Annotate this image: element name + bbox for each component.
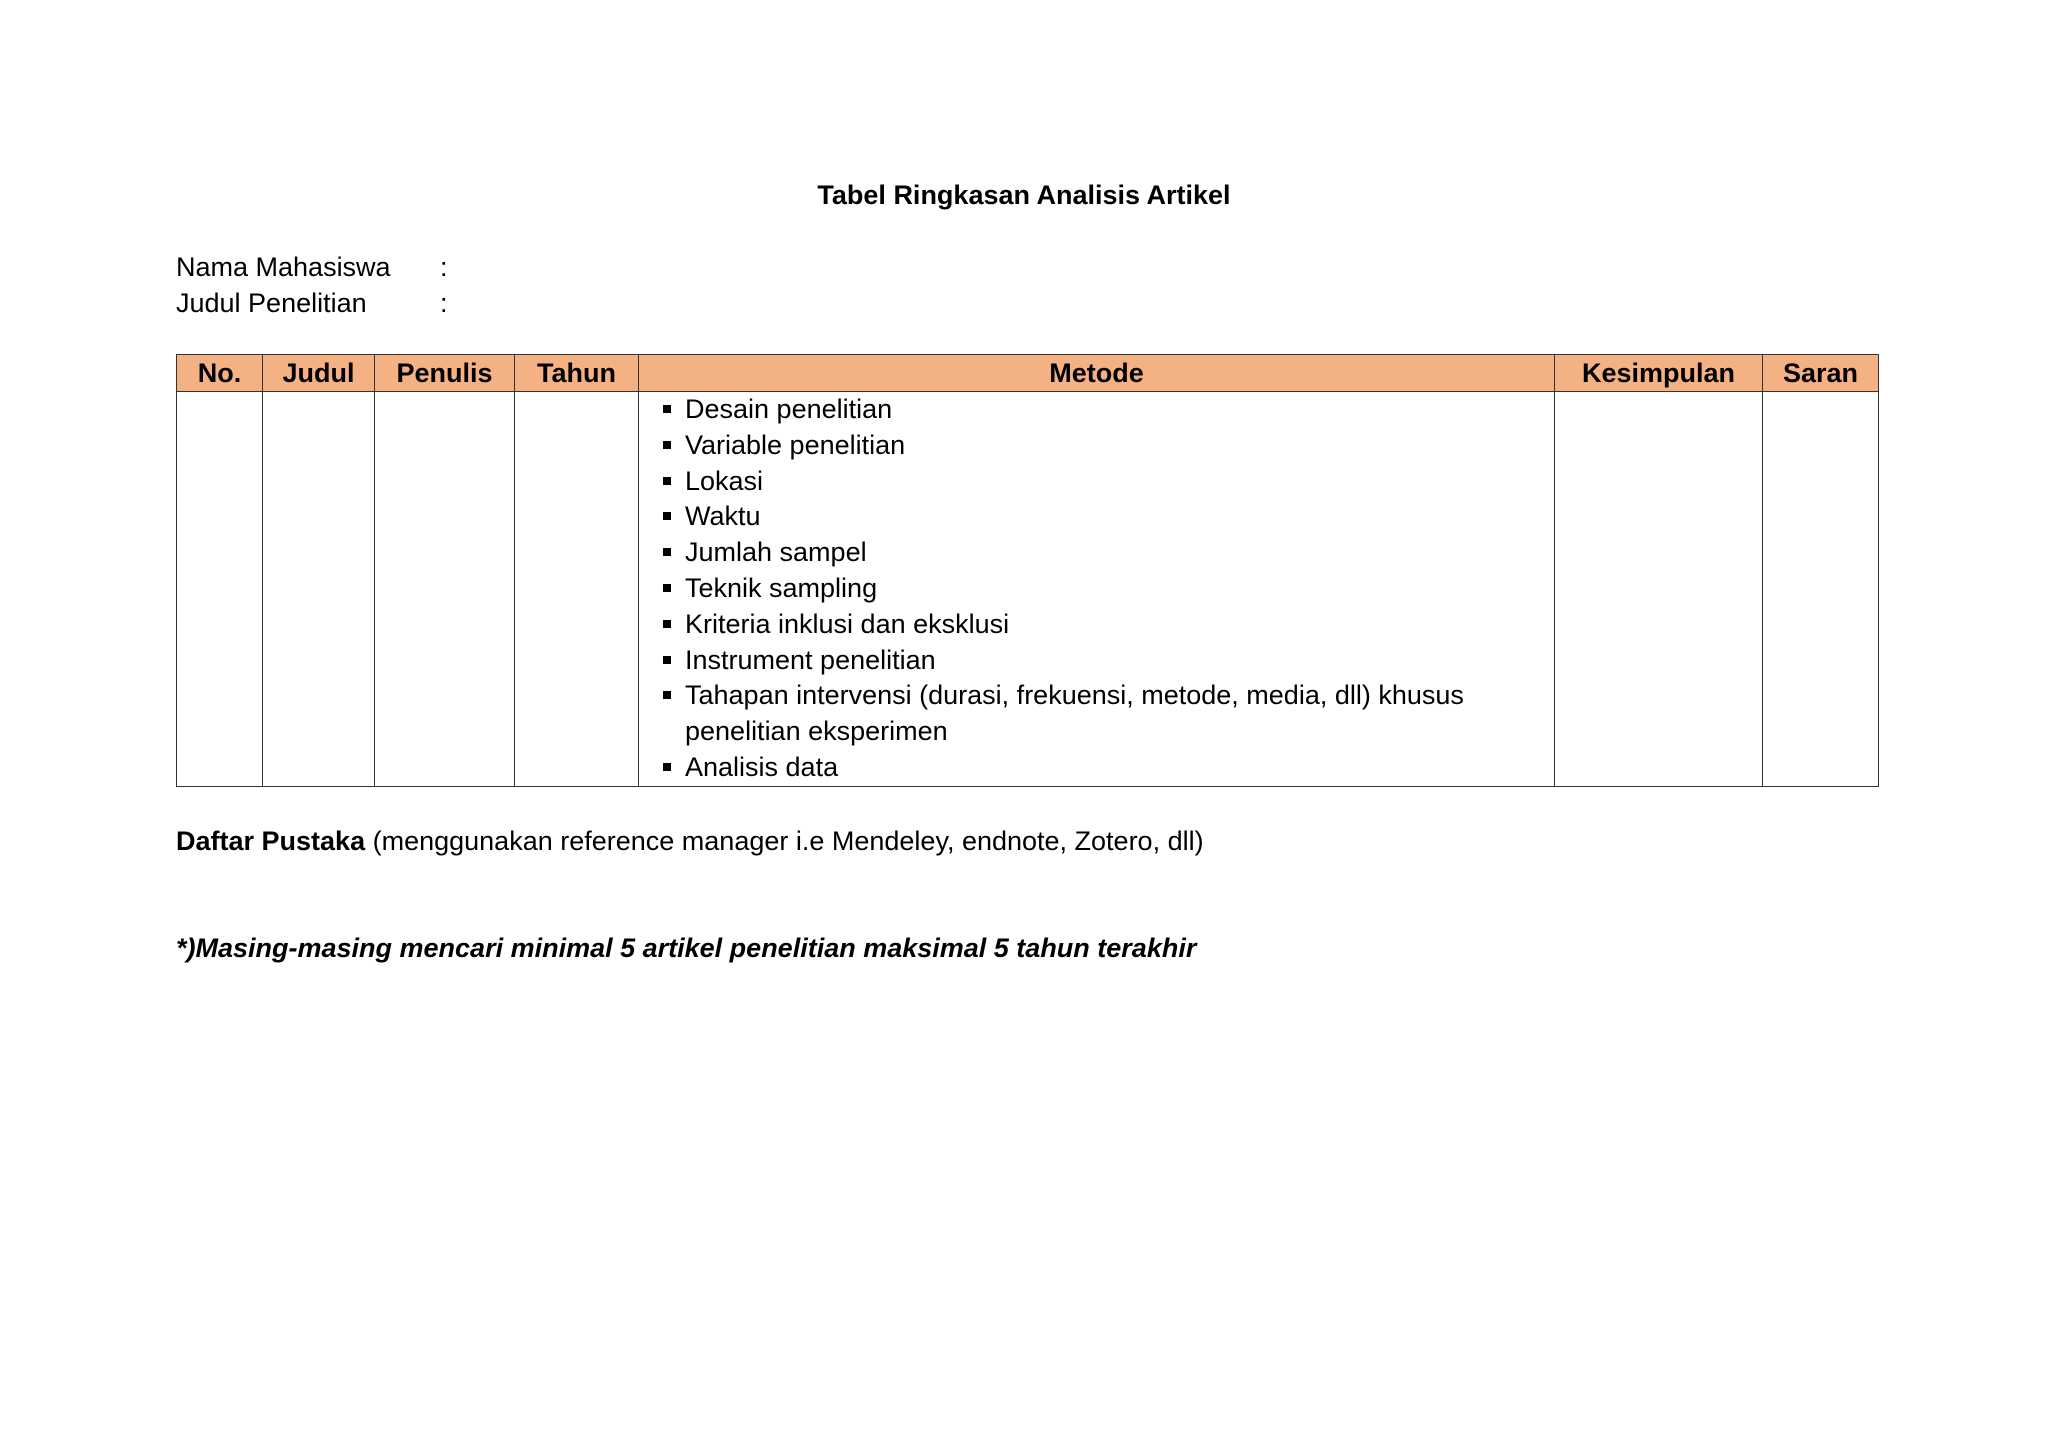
page-title: Tabel Ringkasan Analisis Artikel: [817, 180, 1231, 210]
cell-metode[interactable]: [639, 392, 1555, 787]
square-bullet-icon: [663, 620, 671, 628]
list-item: [659, 750, 1464, 786]
references-note: (menggunakan reference manager i.e Mendeley, endnote, Zotero, dll): [365, 826, 1204, 856]
student-name-label: Nama Mahasiswa: [176, 252, 391, 282]
method-item-text: Instrument penelitian: [685, 644, 936, 675]
list-item: [659, 643, 1464, 679]
research-title-colon: :: [440, 288, 448, 318]
research-title-label: Judul Penelitian: [176, 288, 367, 318]
method-item-text: Analisis data: [685, 751, 839, 782]
header-penulis: Penulis: [375, 355, 515, 392]
header-kesimpulan: Kesimpulan: [1555, 355, 1763, 392]
square-bullet-icon: [663, 763, 671, 771]
square-bullet-icon: [663, 656, 671, 664]
list-item: [659, 535, 1464, 571]
square-bullet-icon: [663, 548, 671, 556]
method-item-text: Jumlah sampel: [685, 537, 867, 568]
method-item-text: Tahapan intervensi (durasi, frekuensi, metode, media, dll) khusus penelitian eksperimen: [685, 680, 1464, 747]
method-item-text: Teknik sampling: [685, 572, 878, 603]
summary-table: [176, 354, 1879, 787]
student-name-colon: :: [440, 252, 448, 282]
research-title-row: [176, 285, 460, 321]
square-bullet-icon: [663, 691, 671, 699]
method-item-text: Variable penelitian: [685, 429, 906, 460]
square-bullet-icon: [663, 405, 671, 413]
list-item: [659, 571, 1464, 607]
method-list: [639, 392, 1554, 786]
method-item-text: Lokasi: [685, 465, 764, 496]
header-tahun: Tahun: [515, 355, 639, 392]
references-label: Daftar Pustaka: [176, 826, 366, 856]
list-item: [659, 392, 1464, 428]
references-line: [176, 823, 1204, 859]
cell-tahun[interactable]: [515, 392, 639, 787]
list-item: [659, 428, 1464, 464]
footnote: *)Masing-masing mencari minimal 5 artikel penelitian maksimal 5 tahun terakhir: [176, 933, 1197, 963]
square-bullet-icon: [663, 584, 671, 592]
student-name-row: [176, 249, 460, 285]
method-item-text: Waktu: [685, 501, 761, 532]
square-bullet-icon: [663, 512, 671, 520]
cell-no[interactable]: [177, 392, 263, 787]
method-item-text: Desain penelitian: [685, 394, 893, 424]
table-header-row: [177, 355, 1879, 392]
list-item: [659, 678, 1464, 750]
method-item-text: Kriteria inklusi dan eksklusi: [685, 608, 1010, 639]
header-no: No.: [177, 355, 263, 392]
cell-judul[interactable]: [263, 392, 375, 787]
list-item: [659, 464, 1464, 500]
cell-saran[interactable]: [1763, 392, 1879, 787]
header-judul: Judul: [263, 355, 375, 392]
header-saran: Saran: [1763, 355, 1879, 392]
square-bullet-icon: [663, 441, 671, 449]
cell-penulis[interactable]: [375, 392, 515, 787]
table-row: [177, 392, 1879, 787]
square-bullet-icon: [663, 477, 671, 485]
cell-kesimpulan[interactable]: [1555, 392, 1763, 787]
list-item: [659, 499, 1464, 535]
info-block: [176, 249, 460, 321]
header-metode: Metode: [639, 355, 1555, 392]
list-item: [659, 607, 1464, 643]
